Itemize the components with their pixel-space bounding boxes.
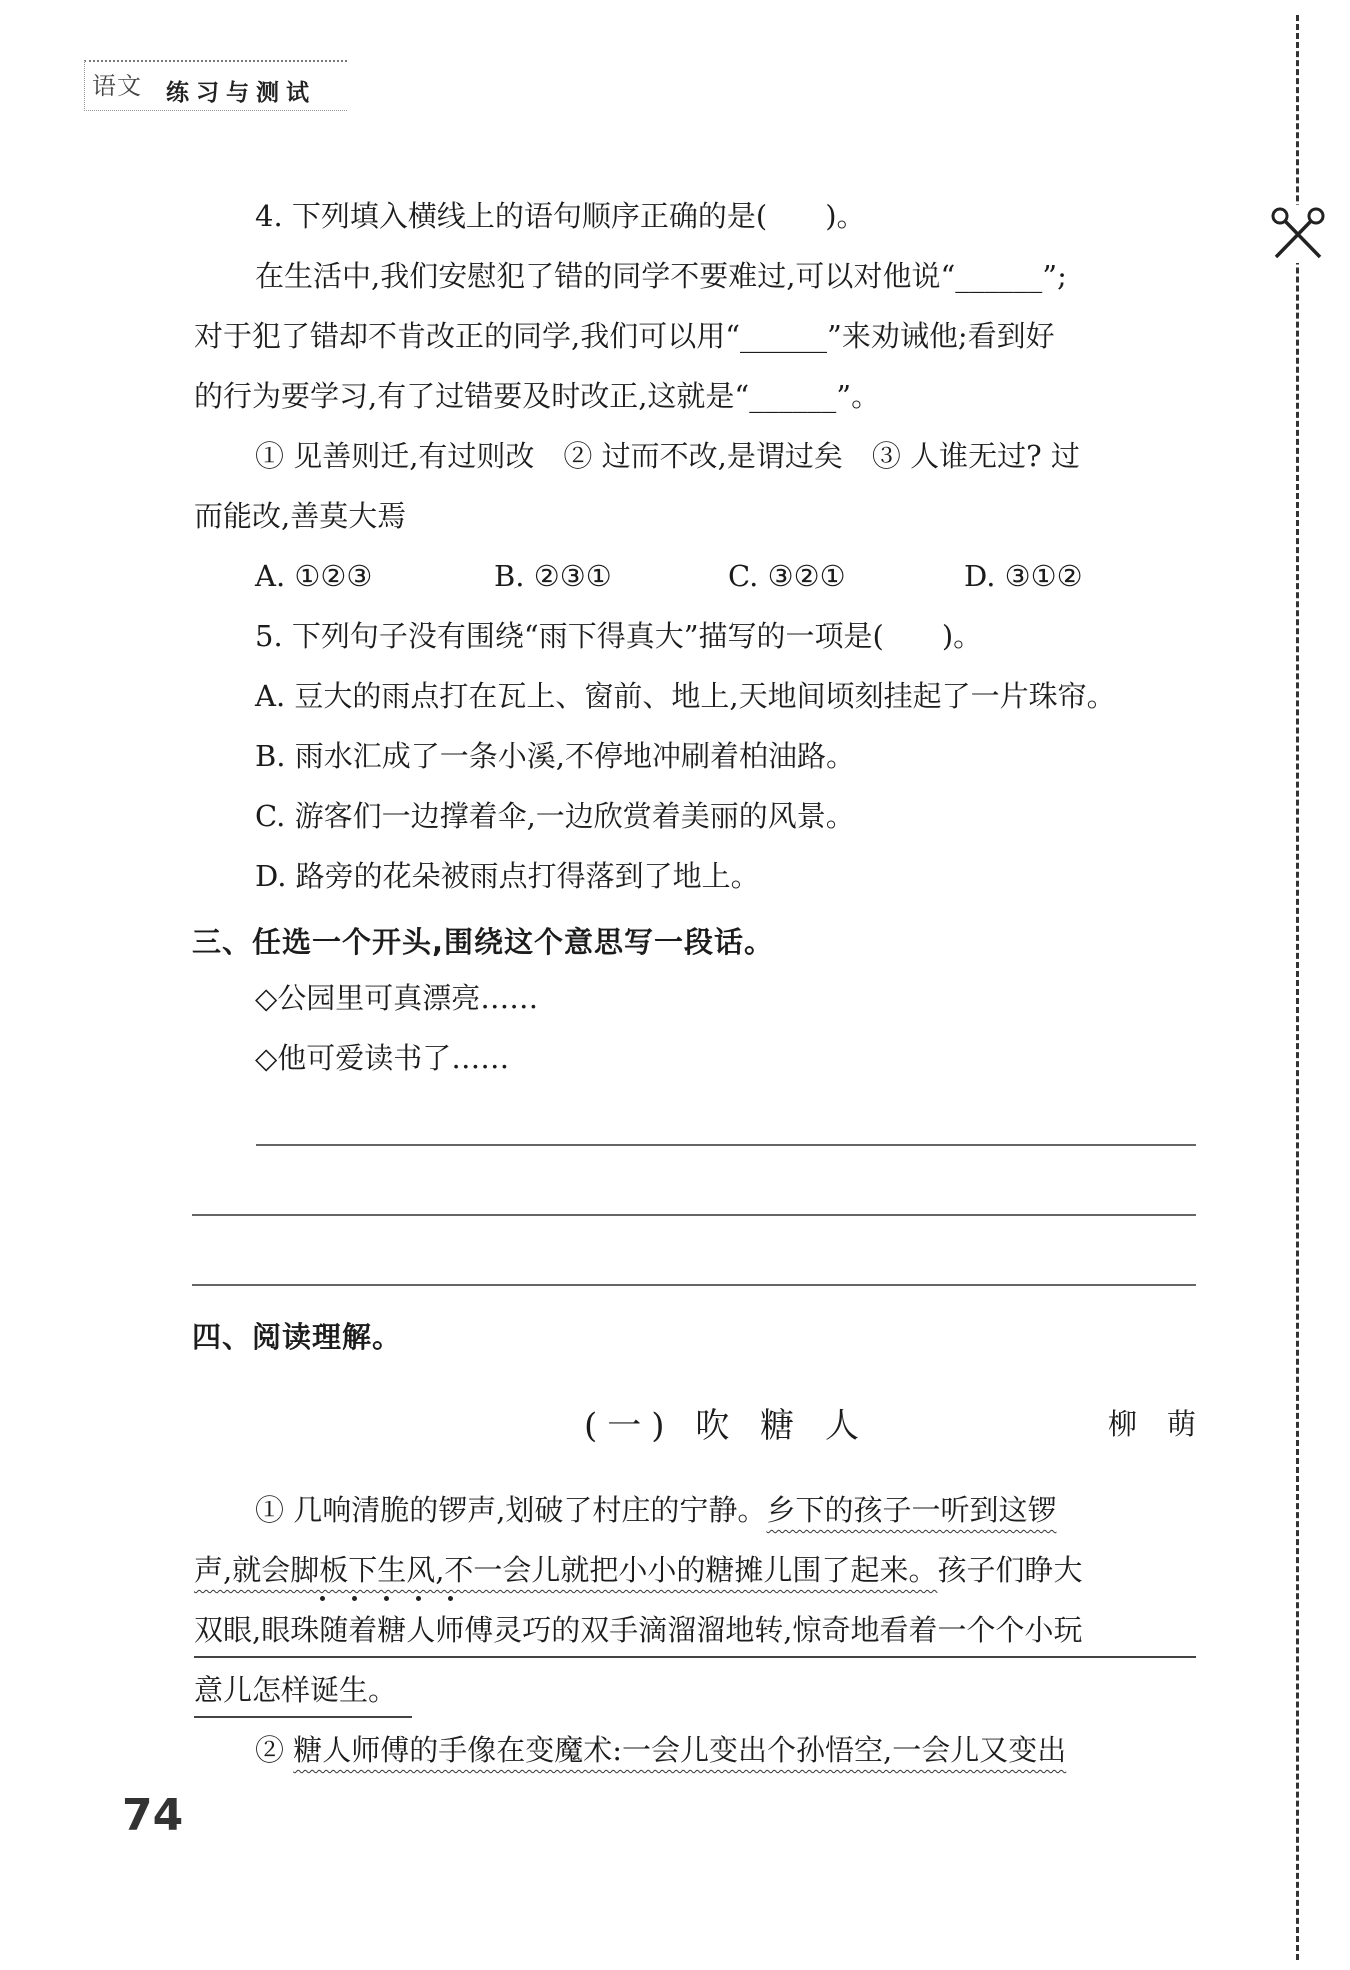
scissors-icon [1266,205,1330,263]
header-book-title: 练习与测试 [166,80,316,106]
passage-line-4: 意儿怎样诞生。 [194,1673,398,1707]
section-3-starter-2: ◇他可爱读书了…… [255,1041,510,1075]
passage-line-1-wavy: 乡下的孩子一听到这锣 [766,1493,1057,1527]
q4-items-line-1: ① 见善则迁,有过则改 ② 过而不改,是谓过矣 ③ 人谁无过? 过 [255,439,1080,473]
passage-line-2 [194,1552,1082,1588]
q4-option-b: B. ②③① [494,559,612,593]
passage-underline-3 [194,1656,1196,1658]
passage-author: 柳萌 [1108,1407,1227,1441]
q4-items-line-2: 而能改,善莫大焉 [194,499,407,533]
header-subject: 语文 [92,72,142,100]
passage-underline-4 [194,1716,412,1718]
q4-paragraph-line-3: 的行为要学习,有了过错要及时改正,这就是“______”。 [194,379,881,413]
passage-line-5-plain: ② [255,1733,294,1767]
q4-paragraph-line-2: 对于犯了错却不肯改正的同学,我们可以用“______”来劝诫他;看到好 [194,319,1055,353]
page-number: 74 [122,1790,184,1841]
passage-line-5 [255,1732,1066,1768]
passage-line-1-plain: ① 几响清脆的锣声,划破了村庄的宁静。 [255,1493,767,1527]
passage-title: (一) 吹 糖 人 [584,1406,869,1446]
answer-line-1[interactable] [256,1144,1196,1146]
q4-option-a: A. ①②③ [255,559,373,593]
passage-line-3: 双眼,眼珠随着糖人师傅灵巧的双手滴溜溜地转,惊奇地看着一个个小玩 [194,1613,1083,1647]
q5-option-a: A. 豆大的雨点打在瓦上、窗前、地上,天地间顷刻挂起了一片珠帘。 [255,679,1116,713]
answer-line-2[interactable] [192,1214,1196,1216]
section-4-title: 四、阅读理解。 [192,1320,403,1354]
cut-line [1296,15,1299,1960]
q4-stem: 4. 下列填入横线上的语句顺序正确的是( )。 [255,199,866,233]
section-3-title: 三、任选一个开头,围绕这个意思写一段话。 [192,925,775,959]
q5-option-d: D. 路旁的花朵被雨点打得落到了地上。 [255,859,760,893]
passage-line-5-wavy: 糖人师傅的手像在变魔术:一会儿变出个孙悟空,一会儿又变出 [293,1733,1067,1767]
passage-line-1 [255,1492,1056,1528]
passage-line-2-plain: 孩子们睁大 [937,1553,1083,1587]
q4-option-c: C. ③②① [728,559,846,593]
q5-stem: 5. 下列句子没有围绕“雨下得真大”描写的一项是( )。 [255,619,983,653]
answer-line-3[interactable] [192,1284,1196,1286]
passage-line-2-wavy: 声,就会脚板下生风,不一会儿就把小小的糖摊儿围了起来。 [194,1553,938,1587]
q4-paragraph-line-1: 在生活中,我们安慰犯了错的同学不要难过,可以对他说“______”; [255,259,1067,293]
q5-option-c: C. 游客们一边撑着伞,一边欣赏着美丽的风景。 [255,799,855,833]
q5-option-b: B. 雨水汇成了一条小溪,不停地冲刷着柏油路。 [255,739,855,773]
section-3-starter-1: ◇公园里可真漂亮…… [255,981,539,1015]
q4-option-d: D. ③①② [964,559,1083,593]
